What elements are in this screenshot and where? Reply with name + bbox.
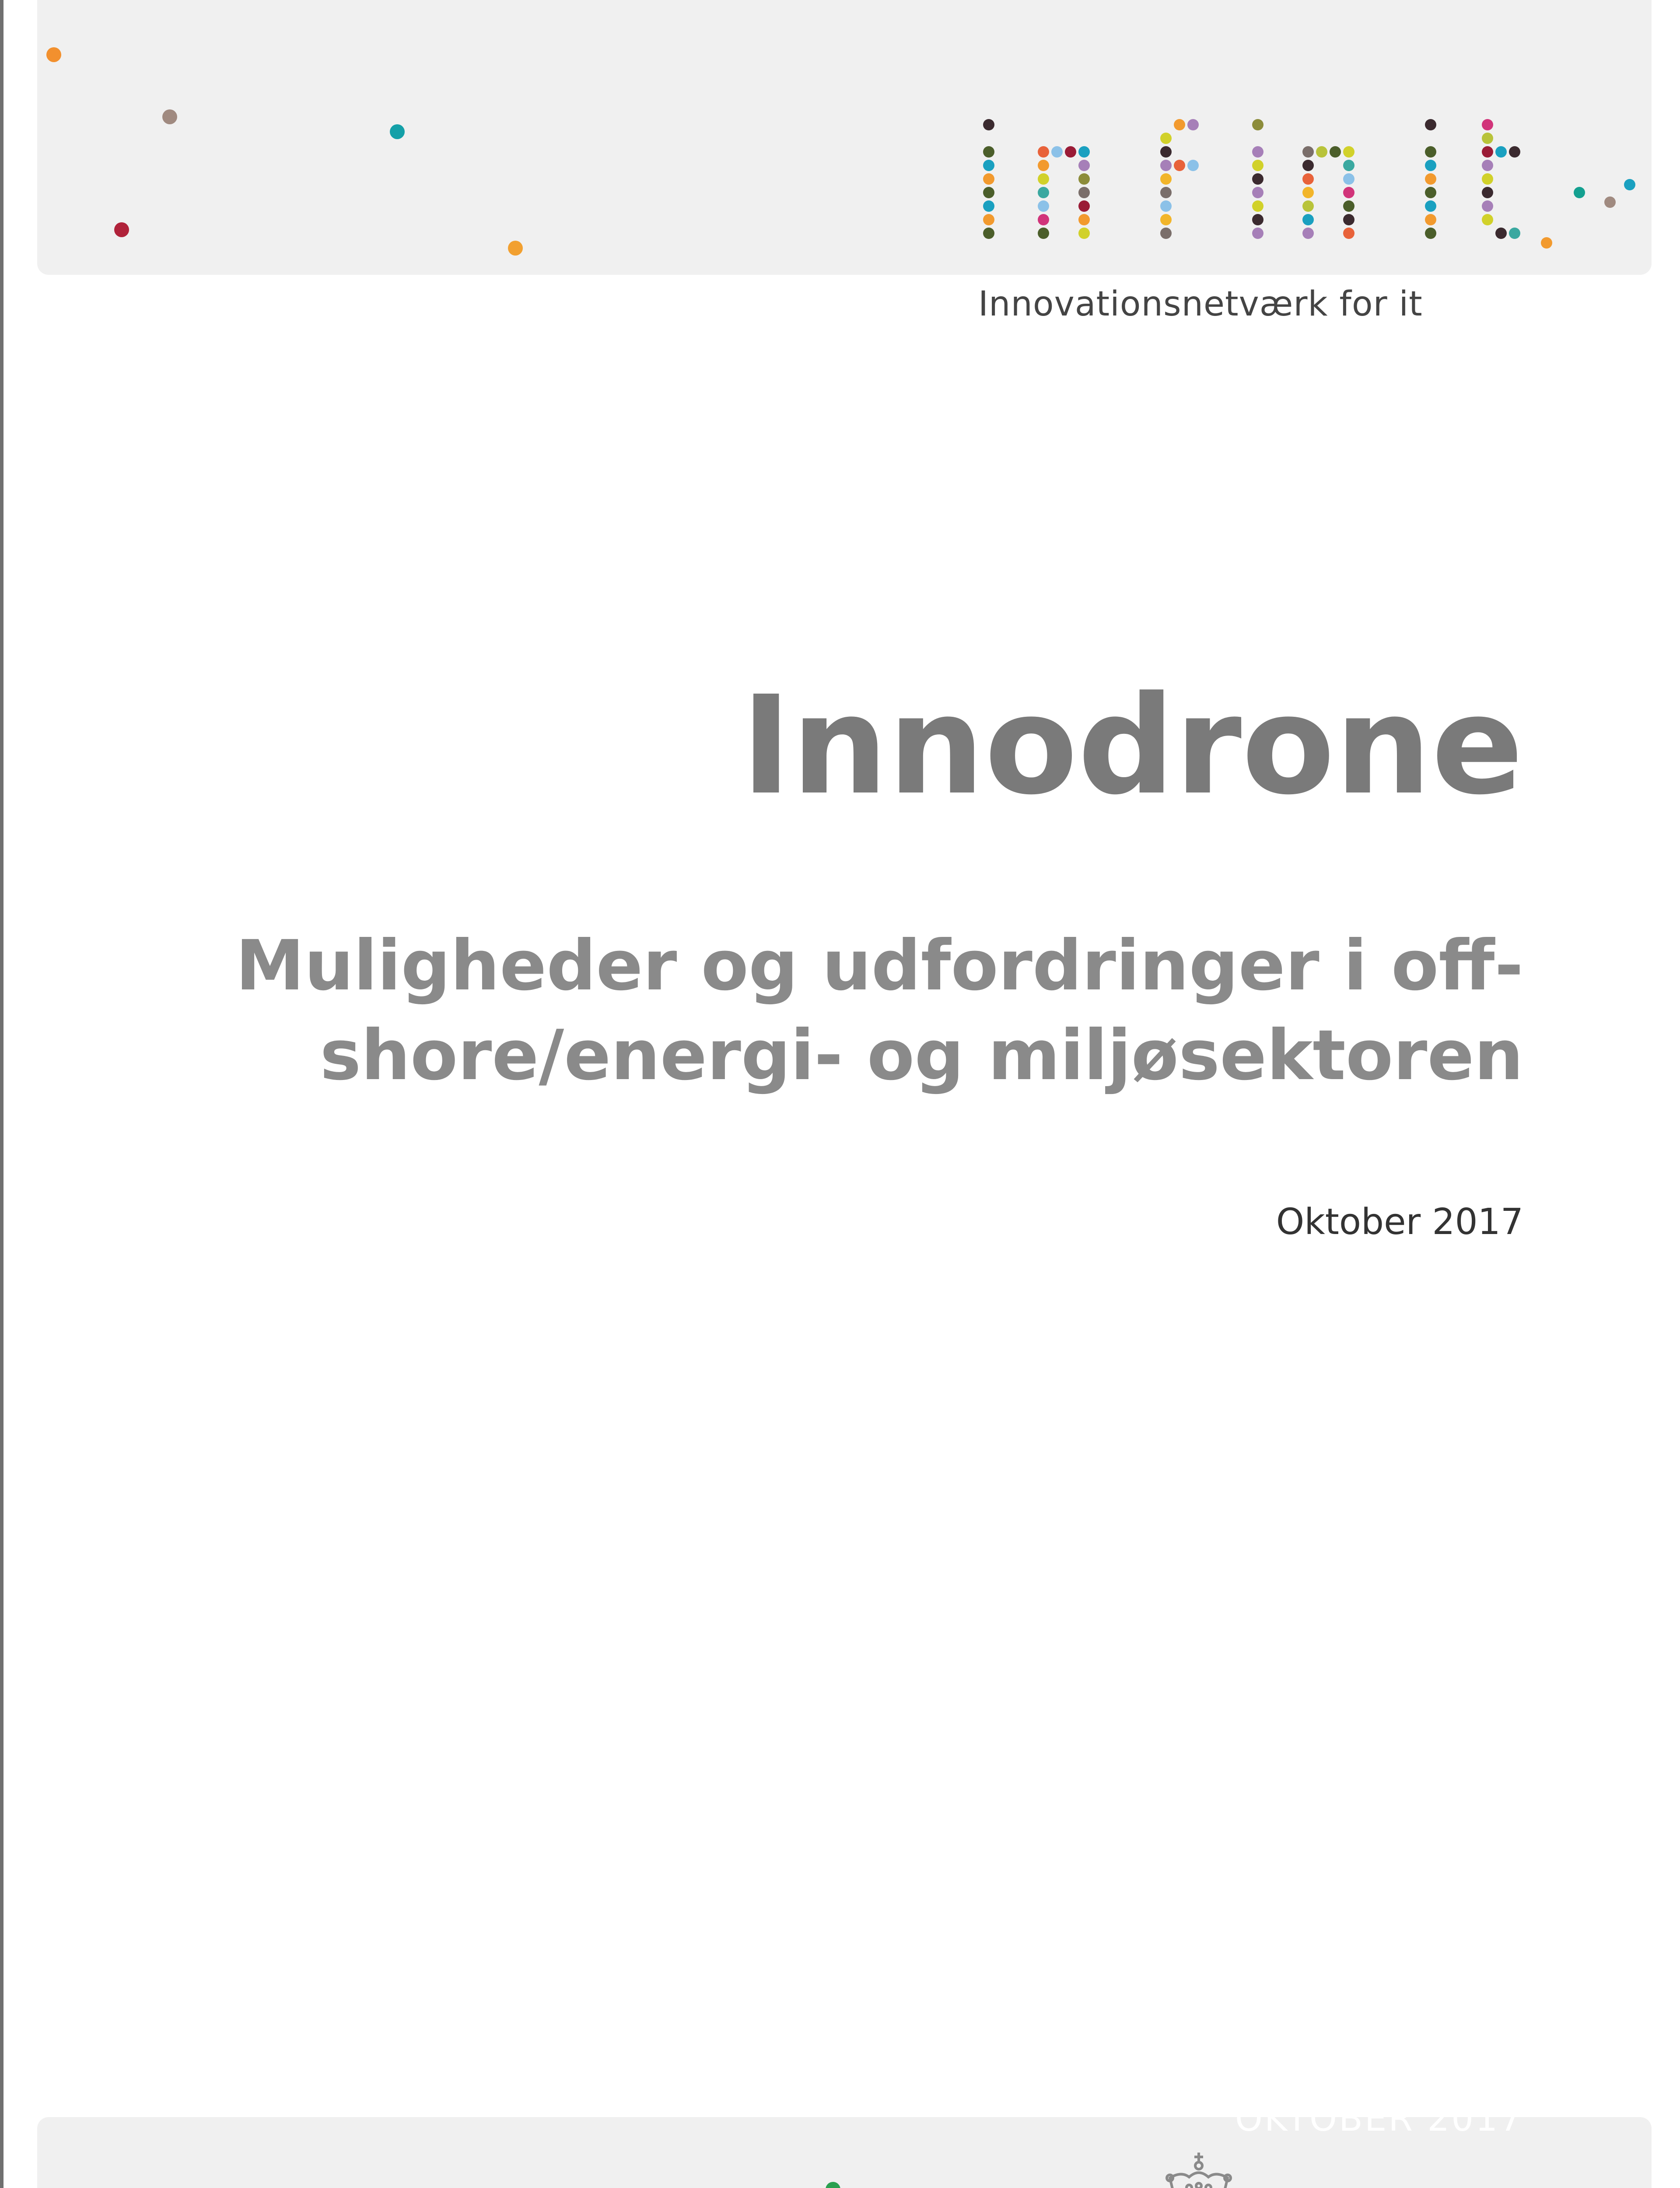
logo-dot xyxy=(1482,119,1493,130)
crown-icon xyxy=(1164,2151,1234,2188)
logo-dot xyxy=(1078,214,1090,225)
logo-dot xyxy=(1604,196,1616,208)
logo-dot xyxy=(1078,228,1090,239)
logo-dot xyxy=(1574,187,1585,198)
logo-dot xyxy=(1160,146,1172,158)
confetti-dot xyxy=(508,241,523,256)
logo-dot xyxy=(1038,214,1049,225)
logo-dot xyxy=(1038,187,1049,198)
confetti-dot xyxy=(162,109,177,124)
logo-dot xyxy=(1330,146,1341,158)
subtitle-line: shore/energi- og miljøsektoren xyxy=(320,1015,1523,1096)
logo-dot xyxy=(1302,200,1314,212)
logo-dot xyxy=(1038,146,1049,158)
logo-dot xyxy=(1425,200,1436,212)
logo-dot xyxy=(1482,187,1493,198)
logo-dot xyxy=(983,160,994,171)
logo-dot xyxy=(1316,146,1327,158)
page-edge-rule xyxy=(0,0,4,2188)
logo-dot xyxy=(983,187,994,198)
confetti-dot xyxy=(114,222,129,237)
infinit-logo xyxy=(954,105,1654,271)
logo-dot xyxy=(1343,187,1354,198)
logo-dot xyxy=(1051,146,1063,158)
confetti-dot xyxy=(46,47,61,62)
logo-dot xyxy=(1078,187,1090,198)
logo-dot xyxy=(1174,160,1185,171)
logo-dot xyxy=(983,119,994,130)
document-title: Innodrone xyxy=(741,667,1523,825)
logo-dot xyxy=(1482,214,1493,225)
logo-dot xyxy=(1252,200,1264,212)
logo-dot xyxy=(1187,160,1199,171)
logo-dot xyxy=(1160,228,1172,239)
logo-dot xyxy=(1302,214,1314,225)
logo-dot xyxy=(1252,214,1264,225)
logo-dot xyxy=(1187,119,1199,130)
logo-dot xyxy=(1343,146,1354,158)
logo-dot xyxy=(1509,146,1520,158)
logo-dot xyxy=(1252,228,1264,239)
logo-dot xyxy=(1078,160,1090,171)
confetti-dot xyxy=(826,2182,840,2188)
logo-dot xyxy=(983,214,994,225)
ghost-date: OKTOBER 2017 xyxy=(1235,2098,1523,2139)
logo-dot xyxy=(1302,160,1314,171)
logo-dot xyxy=(983,228,994,239)
logo-dot xyxy=(1482,133,1493,144)
logo-dot xyxy=(1302,228,1314,239)
logo-dot xyxy=(1038,228,1049,239)
logo-dot xyxy=(1541,237,1552,249)
logo-dot xyxy=(1038,160,1049,171)
logo-dot xyxy=(983,146,994,158)
logo-dot xyxy=(1160,160,1172,171)
logo-dot xyxy=(1425,214,1436,225)
logo-dot xyxy=(1425,228,1436,239)
logo-dot xyxy=(1174,119,1185,130)
logo-dot xyxy=(1302,146,1314,158)
logo-dot xyxy=(1343,214,1354,225)
logo-dot xyxy=(1160,133,1172,144)
logo-dot xyxy=(1425,173,1436,185)
logo-dot xyxy=(1482,160,1493,171)
confetti-dot xyxy=(390,124,405,139)
document-subtitle xyxy=(235,921,1523,1101)
logo-dot xyxy=(1078,173,1090,185)
logo-dot xyxy=(1160,173,1172,185)
logo-dot xyxy=(1495,146,1507,158)
logo-dot xyxy=(1425,119,1436,130)
logo-dot xyxy=(1252,160,1264,171)
logo-dot xyxy=(1252,187,1264,198)
logo-dot xyxy=(1624,179,1635,190)
logo-dot xyxy=(1160,200,1172,212)
logo-dot xyxy=(1078,200,1090,212)
logo-dot xyxy=(1252,119,1264,130)
logo-dot xyxy=(1252,146,1264,158)
document-date: Oktober 2017 xyxy=(1276,1201,1523,1243)
logo-dot xyxy=(1160,214,1172,225)
logo-dot xyxy=(1425,160,1436,171)
subtitle-line: Muligheder og udfordringer i off- xyxy=(235,926,1523,1006)
logo-dot xyxy=(1065,146,1076,158)
logo-dot xyxy=(1160,187,1172,198)
logo-dot xyxy=(1509,228,1520,239)
logo-dot xyxy=(1252,173,1264,185)
logo-dot xyxy=(1302,187,1314,198)
logo-dot xyxy=(1343,173,1354,185)
logo-dot xyxy=(1038,200,1049,212)
logo-dot xyxy=(1482,146,1493,158)
logo-dot xyxy=(1482,173,1493,185)
logo-dot xyxy=(983,200,994,212)
logo-dot xyxy=(1038,173,1049,185)
logo-dot xyxy=(983,173,994,185)
logo-dot xyxy=(1343,200,1354,212)
logo-dot xyxy=(1343,228,1354,239)
logo-dot xyxy=(1425,187,1436,198)
logo-dot xyxy=(1078,146,1090,158)
logo-dot xyxy=(1495,228,1507,239)
logo-dot xyxy=(1482,200,1493,212)
logo-dot xyxy=(1425,146,1436,158)
logo-tagline: Innovationsnetværk for it xyxy=(978,284,1423,324)
logo-dot xyxy=(1343,160,1354,171)
logo-dot xyxy=(1302,173,1314,185)
